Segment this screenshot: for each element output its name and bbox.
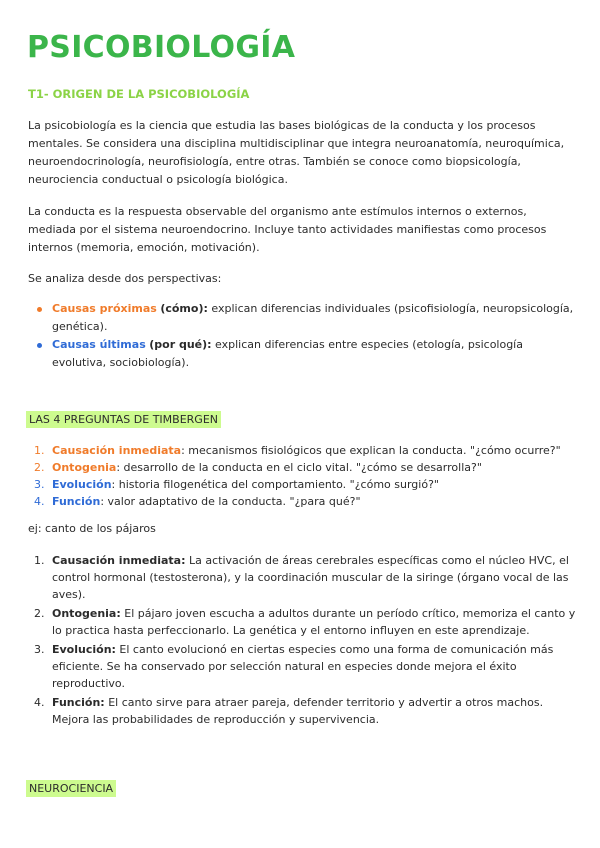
perspective-qualifier: (cómo): (160, 302, 208, 315)
intro-paragraph: La psicobiología es la ciencia que estudia las bases biológicas de la conducta y los procesos mentales. Se considera una disciplina multidisciplinar que integra neuroanatomía, neuroquímica, neuroendocrinología, neurofisiología, entre otras. También se conoce como biopsicología, neurociencia conductual o psicología biológica. (28, 119, 565, 186)
example-list (28, 552, 576, 730)
example-term: Evolución: (52, 643, 116, 656)
list-item (28, 476, 576, 493)
example-term: Causación inmediata: (52, 554, 186, 567)
perspective-term: Causas próximas (52, 302, 157, 315)
item-number: 4. (34, 495, 45, 508)
perspective-term: Causas últimas (52, 338, 146, 351)
item-number: 2. (34, 461, 45, 474)
question-term: Función (52, 495, 101, 508)
example-text: El pájaro joven escucha a adultos durante un período crítico, memoriza el canto y lo practica hasta perfeccionarlo. La genética y el entorno influyen en este aprendizaje. (52, 607, 576, 637)
example-text: El canto evolucionó en ciertas especies como una forma de comunicación más eficiente. Se ha conservado por selección natural en especies donde mejora el éxito reproductivo. (52, 643, 554, 690)
item-number: 2. (34, 607, 45, 620)
list-item (28, 442, 576, 459)
item-number: 1. (34, 444, 45, 457)
bullet-dot-icon (37, 343, 42, 348)
perspective-qualifier: (por qué): (149, 338, 212, 351)
question-text: : valor adaptativo de la conducta. "¿para qué?" (100, 495, 361, 508)
page-title: PSICOBIOLOGÍA (27, 30, 296, 65)
four-questions-list (28, 442, 576, 510)
list-item (28, 605, 576, 639)
perspective-text: explican diferencias individuales (psicofisiología, neuropsicología, genética). (52, 302, 574, 333)
list-item (28, 493, 576, 510)
question-term: Evolución (52, 478, 112, 491)
example-term: Función: (52, 696, 105, 709)
question-term: Causación inmediata (52, 444, 182, 457)
list-item (28, 641, 576, 692)
section-heading-neurociencia: NEUROCIENCIA (26, 780, 116, 797)
section-heading-timbergen: LAS 4 PREGUNTAS DE TIMBERGEN (26, 411, 221, 428)
example-text: La activación de áreas cerebrales específicas como el núcleo HVC, el control hormonal (testosterona), y la coordinación muscular de la siringe (órgano vocal de las aves). (52, 554, 569, 601)
example-text: El canto sirve para atraer pareja, defender territorio y advertir a otros machos. Mejora las probabilidades de reproducción y supervivencia. (52, 696, 544, 726)
list-item (28, 336, 576, 372)
example-term: Ontogenia: (52, 607, 121, 620)
perspectives-intro: Se analiza desde dos perspectivas: (28, 272, 222, 285)
list-item (28, 300, 576, 336)
bullet-dot-icon (37, 307, 42, 312)
perspectives-list (28, 300, 576, 372)
list-item (28, 552, 576, 603)
list-item (28, 459, 576, 476)
question-text: : mecanismos fisiológicos que explican la conducta. "¿cómo ocurre?" (181, 444, 561, 457)
behavior-paragraph: La conducta es la respuesta observable del organismo ante estímulos internos o externos, mediada por el sistema neuroendocrino. Incluye tanto actividades manifiestas como procesos internos (memoria, emoción, motivación). (28, 205, 547, 254)
topic-subtitle: T1- ORIGEN DE LA PSICOBIOLOGÍA (28, 87, 250, 101)
question-text: : desarrollo de la conducta en el ciclo vital. "¿cómo se desarrolla?" (116, 461, 482, 474)
list-item (28, 694, 576, 728)
item-number: 4. (34, 696, 45, 709)
item-number: 1. (34, 554, 45, 567)
item-number: 3. (34, 643, 45, 656)
perspective-text: explican diferencias entre especies (etología, psicología evolutiva, sociobiología). (52, 338, 523, 369)
example-label: ej: canto de los pájaros (28, 522, 156, 535)
question-text: : historia filogenética del comportamiento. "¿cómo surgió?" (111, 478, 439, 491)
question-term: Ontogenia (52, 461, 117, 474)
item-number: 3. (34, 478, 45, 491)
